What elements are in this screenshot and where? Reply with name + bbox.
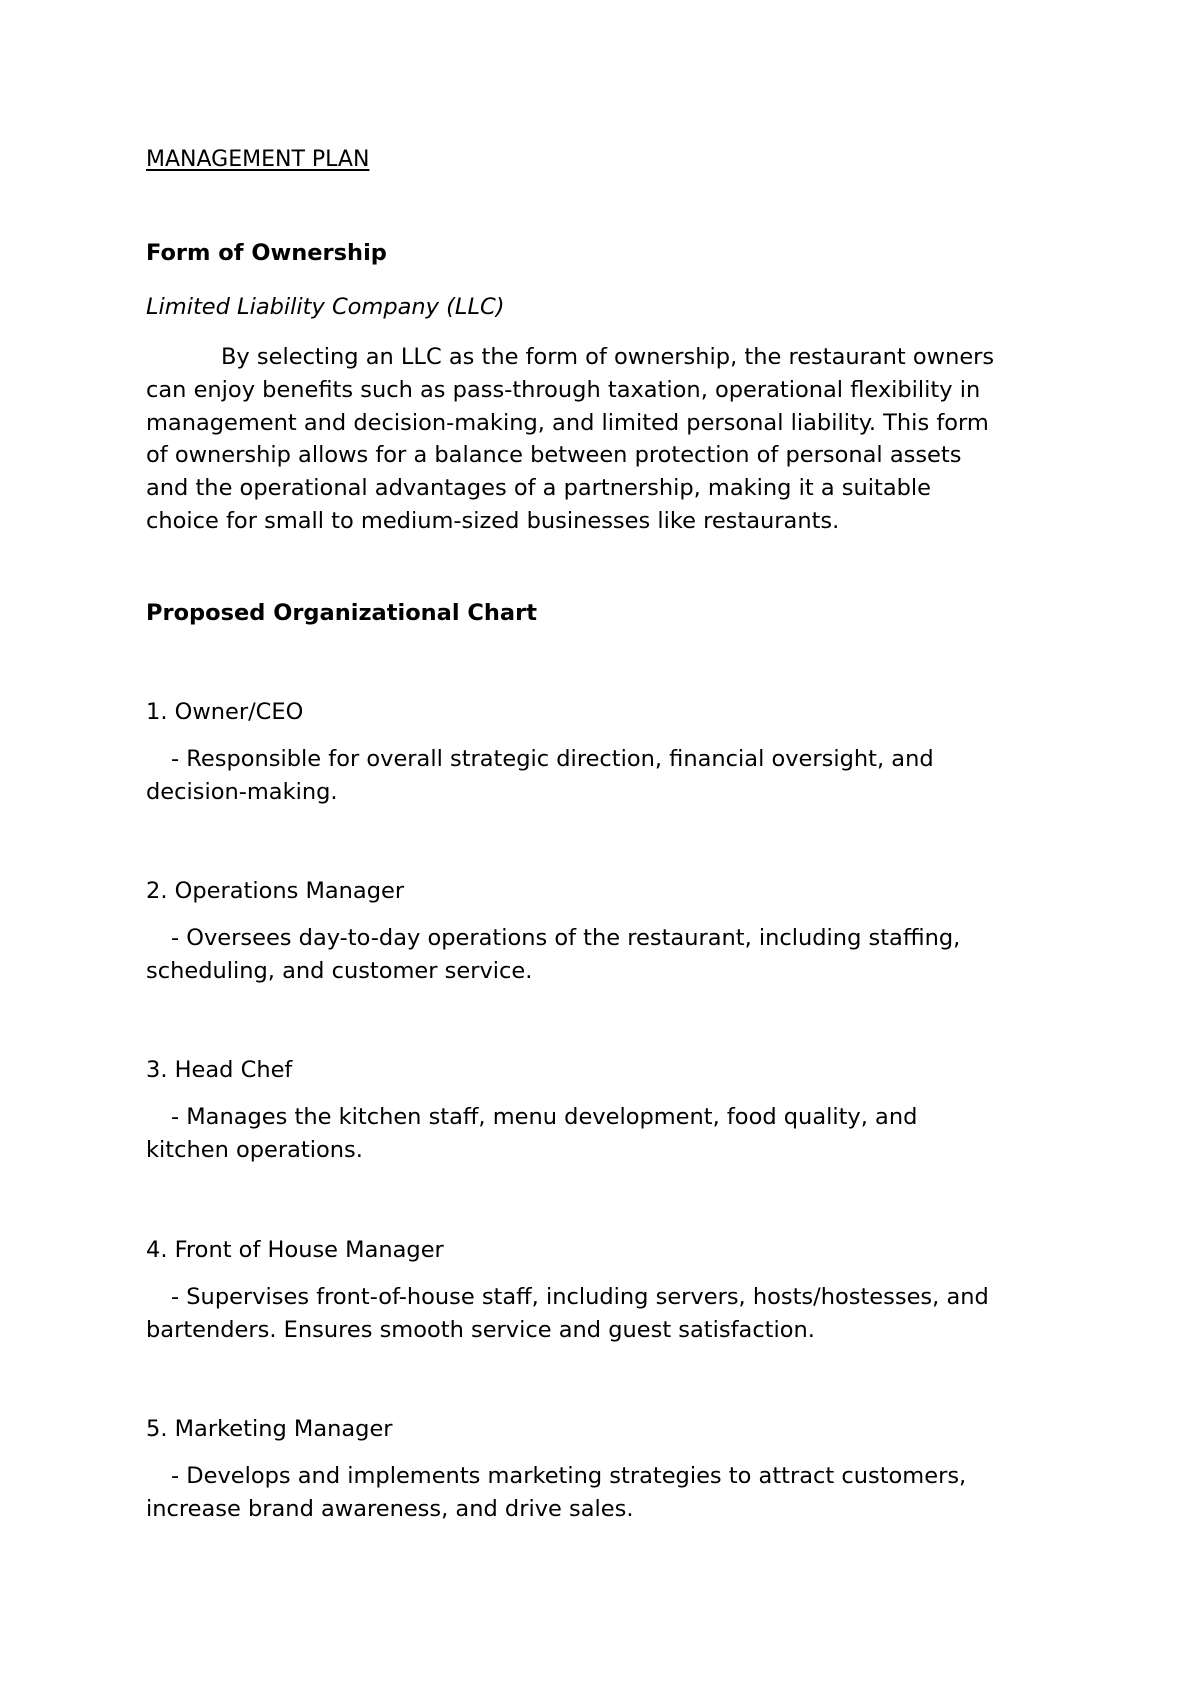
document-title: MANAGEMENT PLAN — [146, 147, 370, 172]
ownership-heading: Form of Ownership — [146, 240, 387, 266]
paragraph-line: and the operational advantages of a partnership, making it a suitable — [146, 475, 931, 502]
description-line: - Oversees day-to-day operations of the restaurant, including staffing, — [171, 925, 961, 951]
role-description — [146, 743, 1076, 809]
description-line: scheduling, and customer service. — [146, 957, 533, 984]
description-line: increase brand awareness, and drive sales. — [146, 1495, 634, 1522]
paragraph-line: of ownership allows for a balance between protection of personal assets — [146, 442, 962, 469]
role-title: 4. Front of House Manager — [146, 1237, 444, 1263]
role-description — [146, 1460, 1076, 1526]
paragraph-line: By selecting an LLC as the form of ownership, the restaurant owners — [221, 344, 995, 370]
role-marketing-manager — [146, 1414, 1076, 1526]
description-line: - Responsible for overall strategic direction, financial oversight, and — [171, 746, 934, 772]
description-line: - Develops and implements marketing strategies to attract customers, — [171, 1463, 967, 1489]
role-description — [146, 922, 1076, 988]
description-line: - Supervises front-of-house staff, including servers, hosts/hostesses, and — [171, 1284, 989, 1310]
role-title: 3. Head Chef — [146, 1057, 293, 1083]
role-owner-ceo — [146, 697, 1076, 809]
ownership-paragraph — [146, 341, 1076, 538]
role-description — [146, 1281, 1076, 1347]
role-title: 2. Operations Manager — [146, 878, 405, 904]
paragraph-line: can enjoy benefits such as pass-through taxation, operational flexibility in — [146, 376, 981, 403]
role-description — [146, 1101, 1076, 1167]
paragraph-line: management and decision-making, and limited personal liability. This form — [146, 409, 989, 436]
role-front-of-house-manager — [146, 1235, 1076, 1347]
role-title: 1. Owner/CEO — [146, 699, 304, 725]
description-line: bartenders. Ensures smooth service and guest satisfaction. — [146, 1316, 815, 1343]
paragraph-line: choice for small to medium-sized businesses like restaurants. — [146, 507, 840, 534]
role-operations-manager — [146, 876, 1076, 988]
org-chart-heading: Proposed Organizational Chart — [146, 600, 537, 626]
ownership-type: Limited Liability Company (LLC) — [146, 294, 505, 320]
description-line: kitchen operations. — [146, 1136, 363, 1163]
description-line: - Manages the kitchen staff, menu development, food quality, and — [171, 1104, 918, 1130]
description-line: decision-making. — [146, 778, 338, 805]
role-head-chef — [146, 1055, 1076, 1167]
role-title: 5. Marketing Manager — [146, 1416, 393, 1442]
